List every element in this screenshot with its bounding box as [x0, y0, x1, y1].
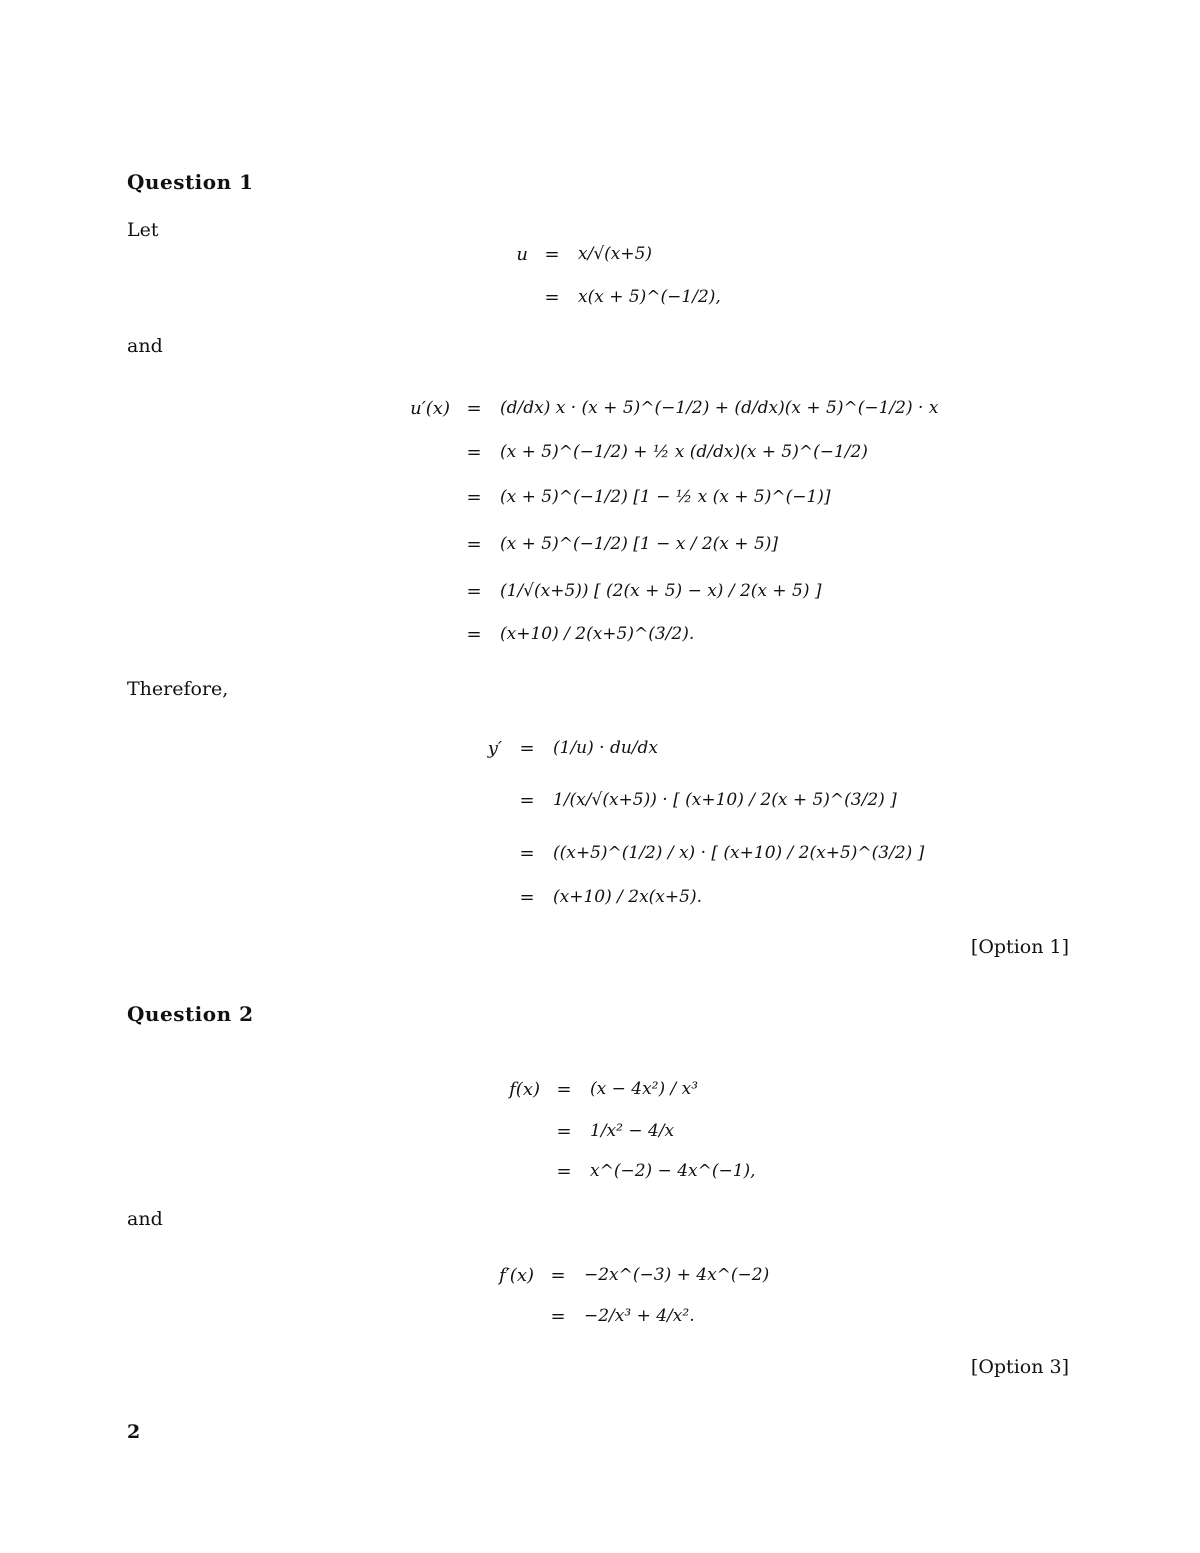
question-2-heading: Question 2: [127, 1002, 254, 1026]
and-text: and: [127, 335, 163, 357]
equals-sign: =: [519, 843, 535, 864]
uprime-rhs-2: (x + 5)^(−1/2) + ½ x (d/dx)(x + 5)^(−1/2): [500, 442, 868, 462]
page-number: 2: [127, 1421, 141, 1443]
question-1-heading: Question 1: [127, 170, 254, 194]
equals-sign: =: [466, 487, 482, 508]
equals-sign: =: [556, 1161, 572, 1182]
yprime-rhs-1: (1/u) · du/dx: [553, 738, 658, 758]
f-lhs: f(x): [509, 1079, 540, 1100]
u-rhs-1: x/√(x+5): [578, 244, 653, 264]
equals-sign: =: [519, 887, 535, 908]
and-text-2: and: [127, 1208, 163, 1230]
equals-sign: =: [556, 1121, 572, 1142]
fprime-rhs-2: −2/x³ + 4/x².: [584, 1306, 695, 1326]
uprime-rhs-6: (x+10) / 2(x+5)^(3/2).: [500, 624, 695, 644]
f-rhs-3: x^(−2) − 4x^(−1),: [590, 1161, 756, 1181]
equals-sign: =: [466, 442, 482, 463]
equals-sign: =: [550, 1306, 566, 1327]
equals-sign: =: [544, 287, 560, 308]
uprime-lhs: u′(x): [410, 398, 450, 419]
f-rhs-2: 1/x² − 4/x: [590, 1121, 675, 1141]
equals-sign: =: [466, 398, 482, 419]
f-rhs-1: (x − 4x²) / x³: [590, 1079, 699, 1099]
uprime-rhs-5: (1/√(x+5)) [ (2(x + 5) − x) / 2(x + 5) ]: [500, 581, 822, 601]
yprime-rhs-3: ((x+5)^(1/2) / x) · [ (x+10) / 2(x+5)^(3/2) ]: [553, 843, 925, 863]
yprime-rhs-2: 1/(x/√(x+5)) · [ (x+10) / 2(x + 5)^(3/2) ]: [553, 790, 897, 810]
equals-sign: =: [556, 1079, 572, 1100]
equals-sign: =: [466, 624, 482, 645]
equals-sign: =: [519, 738, 535, 759]
equals-sign: =: [466, 534, 482, 555]
question-2-answer: [Option 3]: [970, 1356, 1069, 1378]
uprime-rhs-3: (x + 5)^(−1/2) [1 − ½ x (x + 5)^(−1)]: [500, 487, 831, 507]
u-rhs-2: x(x + 5)^(−1/2),: [578, 287, 721, 307]
yprime-lhs: y′: [487, 738, 502, 759]
let-text: Let: [127, 219, 159, 241]
therefore-text: Therefore,: [127, 678, 229, 700]
equals-sign: =: [544, 244, 560, 265]
equals-sign: =: [519, 790, 535, 811]
question-1-answer: [Option 1]: [970, 936, 1069, 958]
equals-sign: =: [466, 581, 482, 602]
u-lhs: u: [516, 244, 528, 265]
uprime-rhs-4: (x + 5)^(−1/2) [1 − x / 2(x + 5)]: [500, 534, 779, 554]
yprime-rhs-4: (x+10) / 2x(x+5).: [553, 887, 702, 907]
fprime-lhs: f′(x): [499, 1265, 534, 1286]
fprime-rhs-1: −2x^(−3) + 4x^(−2): [584, 1265, 770, 1285]
uprime-rhs-1: (d/dx) x · (x + 5)^(−1/2) + (d/dx)(x + 5)^(−1/2) · x: [500, 398, 939, 418]
equals-sign: =: [550, 1265, 566, 1286]
